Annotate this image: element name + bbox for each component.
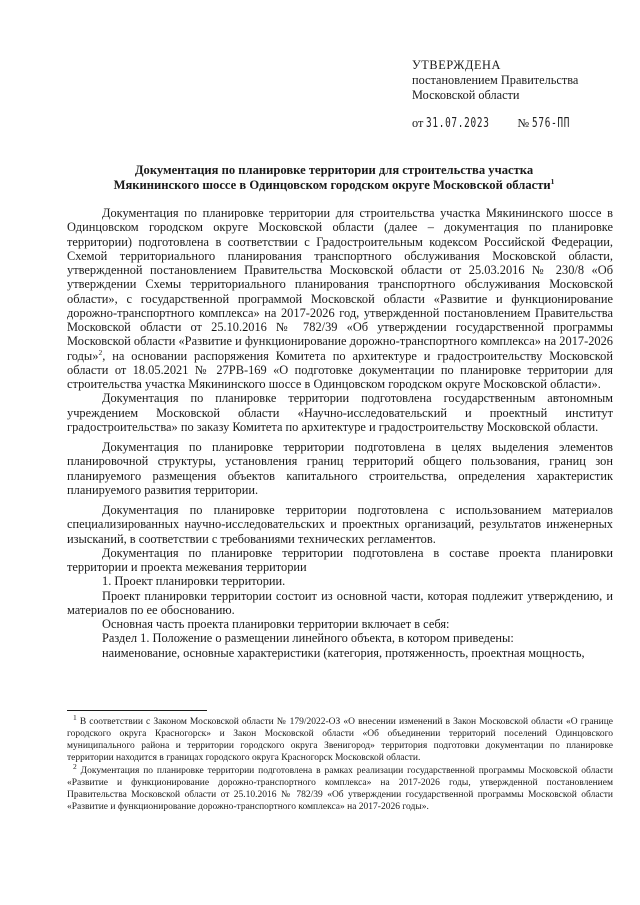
footnote-2: $^2$ Документация по планировке территории подготовлена в рамках реализации государственной программы Московской области «Развитие и функционирование дорожно-транспортного комплекса» на 2017-2026 годы, утвержденной постановлением Правительства Московской области от 25.10.2016 № 782/39 «Об утверждении государственной программы Московской области «Развитие и функционирование дорожно-транспортного комплекса» на 2017-2026 годы». [67, 761, 613, 812]
paragraph-8: Основная часть проекта планировки территории включает в себя: [102, 617, 450, 631]
paragraph-10: наименование, основные характеристики (категория, протяженность, проектная мощность, [102, 645, 585, 660]
footnote-separator [67, 710, 207, 711]
document-title [60, 163, 608, 193]
paragraph-7: Проект планировки территории состоит из основной части, которая подлежит утверждению, и материалов по ее обоснованию. [67, 588, 613, 617]
paragraph-5: Документация по планировке территории подготовлена в составе проекта планировки территории и проекта межевания территории [67, 545, 613, 574]
approval-line-2: Московской области [412, 88, 520, 102]
paragraph-6: 1. Проект планировки территории. [102, 574, 286, 589]
approval-line-1: постановлением Правительства [412, 73, 579, 87]
paragraph-1: Документация по планировке территории для строительства участка Мякининского шоссе в Одинцовском городском округе Московской области (далее – документация по планировке территории) подготовлена в соответствии с Градостроительным кодексом Российской Федерации, Схемой территориального планирования транспортного обслуживания Московской области, утвержденной постановлением Правительства Московской области от 25.03.2016 № 230/8 «Об утверждении Схемы территориального планирования транспортного обслуживания Московской области», с государственной программой Московской области «Развитие и функционирование дорожно-транспортного комплекса» на 2017-2026 год, утвержденной постановлением Правительства Московской области от 25.10.2016 № 782/39 «Об утверждении государственной программы Московской области «Развитие и функционирование дорожно-транспортного комплекса» на 2017-2026 годы»$^2$, на основании распоряжения Комитета по архитектуре и градостроительству Московской области от 18.05.2021 № 27РВ-169 «О подготовке документации по планировке территории для строительства участка Мякининского шоссе в Одинцовском городском округе Московской области». [67, 206, 613, 391]
title-line-1: Документация по планировке территории для строительства участка [134, 163, 534, 177]
decree-number-label: № [517, 116, 530, 130]
footnote-1: $^1$ В соответствии с Законом Московской области № 179/2022-ОЗ «О внесении изменений в Закон Московской области «О границе городского округа Красногорск» и Закон Московской области «Об объединении территорий поселений Одинцовского муниципального района и территории городского округа Звенигород» территория подготовки документации по планировке территории находится в границах городского округа Красногорск Московской области. [67, 712, 613, 763]
approval-title: УТВЕРЖДЕНА [412, 58, 502, 72]
decree-number: 576-ПП [532, 116, 571, 131]
footnotes [67, 712, 613, 813]
document-body [67, 206, 613, 660]
paragraph-9: Раздел 1. Положение о размещении линейного объекта, в котором приведены: [102, 631, 514, 646]
title-line-2: Мякининского шоссе в Одинцовском городском округе Московской области$^1$ [113, 176, 555, 192]
date-prefix: от [412, 116, 424, 130]
paragraph-4: Документация по планировке территории подготовлена с использованием материалов специализированных научно-исследовательских и проектных организаций, результатов инженерных изысканий, в соответствии с требованиями технических регламентов. [67, 503, 613, 546]
decree-line [412, 116, 585, 131]
footnote-ref-1: 1 [550, 176, 555, 186]
approval-stamp [412, 58, 585, 131]
paragraph-3: Документация по планировке территории подготовлена в целях выделения элементов планировочной структуры, установления границ территорий общего пользования, границ зон планируемого размещения объектов капитального строительства, определения характеристик планируемого развития территории. [67, 440, 613, 497]
footnote-ref-2: 2 [98, 347, 103, 357]
decree-date: 31.07.2023 [426, 116, 491, 131]
paragraph-2: Документация по планировке территории подготовлена государственным автономным учреждением Московской области «Научно-исследовательский и проектный институт градостроительства» по заказу Комитета по архитектуре и градостроительству Московской области. [67, 391, 613, 434]
